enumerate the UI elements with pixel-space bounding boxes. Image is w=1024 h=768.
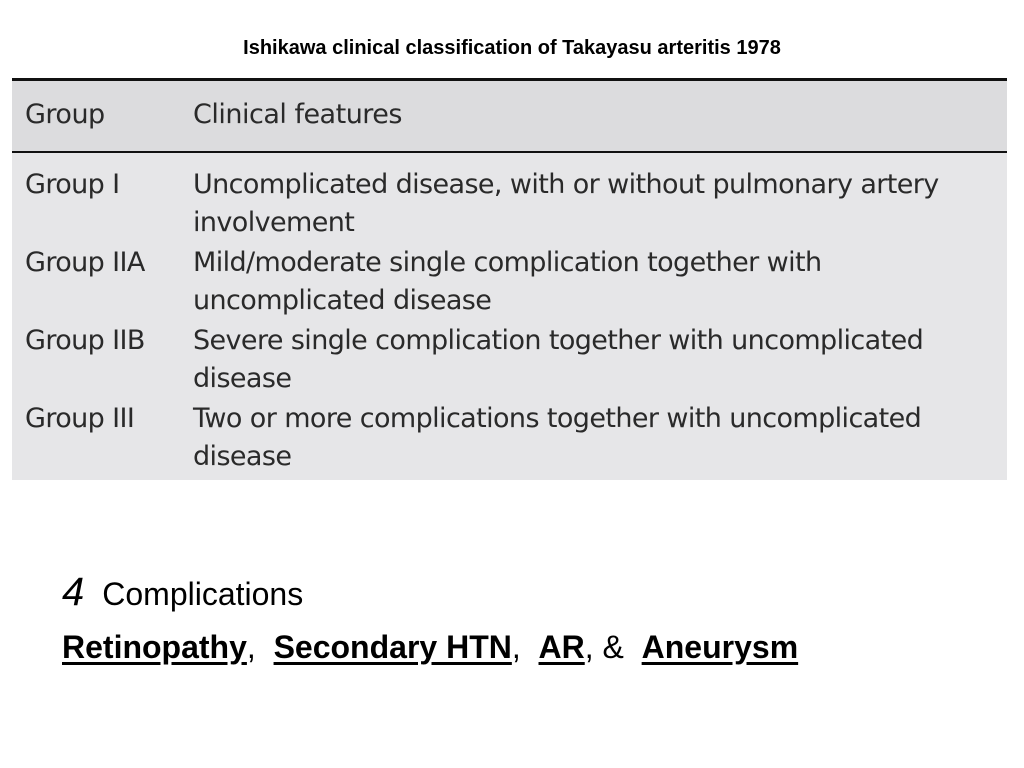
- header-group: Group: [25, 99, 105, 130]
- features-line: disease: [193, 363, 292, 394]
- list-separator: ,: [246, 629, 274, 665]
- features-line: disease: [193, 441, 292, 472]
- classification-table: [12, 78, 1007, 480]
- features-line: uncomplicated disease: [193, 285, 492, 316]
- complications-heading: [62, 570, 303, 616]
- features-line: Two or more complications together with uncomplicated: [193, 403, 922, 434]
- complications-list: [62, 625, 798, 669]
- complication-retinopathy: Retinopathy: [62, 629, 247, 665]
- table-row: [12, 244, 1007, 322]
- features-line: Severe single complication together with uncomplicated: [193, 325, 924, 356]
- list-separator: ,: [511, 629, 539, 665]
- complication-secondary-htn: Secondary HTN: [273, 629, 512, 665]
- header-clinical-features: Clinical features: [193, 99, 402, 130]
- table-row: [12, 322, 1007, 400]
- table-body: [12, 166, 1007, 478]
- table-row: [12, 166, 1007, 244]
- group-cell: Group I: [25, 169, 120, 200]
- features-cell: [193, 244, 1003, 320]
- table-header: [12, 81, 1007, 151]
- table-header-rule: [12, 151, 1007, 153]
- complication-ar: AR: [538, 629, 585, 665]
- list-separator: , &: [584, 629, 642, 665]
- complication-aneurysm: Aneurysm: [641, 629, 799, 665]
- group-cell: Group IIB: [25, 325, 145, 356]
- complications-label: Complications: [102, 576, 304, 612]
- features-line: Uncomplicated disease, with or without pulmonary artery: [193, 169, 939, 200]
- group-cell: Group III: [25, 403, 135, 434]
- group-cell: Group IIA: [25, 247, 145, 278]
- features-cell: [193, 322, 1003, 398]
- table-row: [12, 400, 1007, 478]
- features-line: involvement: [193, 207, 355, 238]
- features-cell: [193, 400, 1003, 476]
- features-line: Mild/moderate single complication together with: [193, 247, 822, 278]
- complications-count: 4: [62, 570, 85, 614]
- slide-title: Ishikawa clinical classification of Takayasu arteritis 1978: [243, 37, 781, 59]
- features-cell: [193, 166, 1003, 242]
